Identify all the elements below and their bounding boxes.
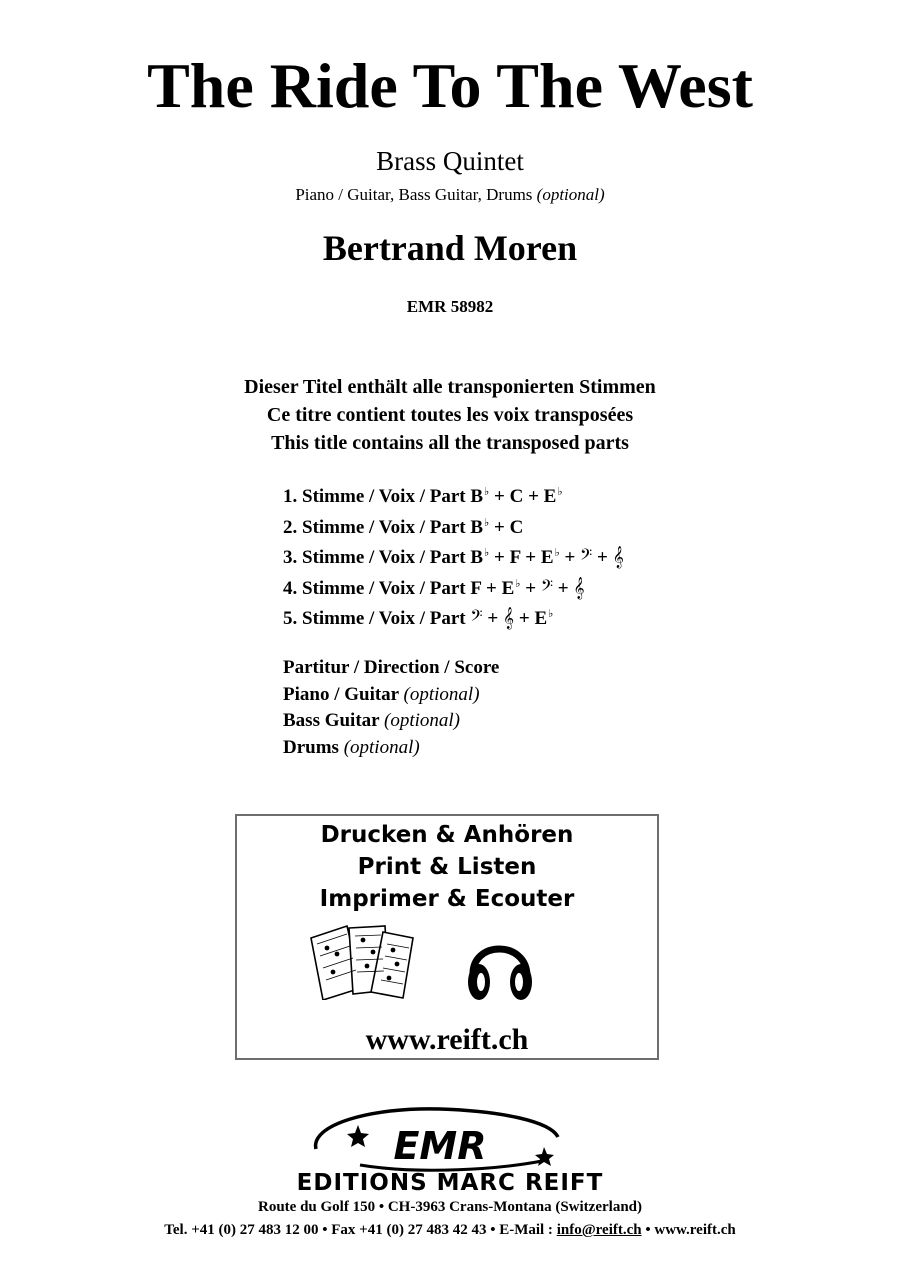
transposed-note — [0, 373, 900, 457]
bass-clef-icon: 𝄢 — [540, 577, 554, 599]
flat-sign: ♭ — [484, 516, 490, 529]
treble-clef-icon: 𝄞 — [612, 547, 624, 568]
part-4 — [283, 569, 624, 600]
part-2 — [283, 508, 624, 539]
extra-piano — [283, 682, 499, 709]
flat-sign: ♭ — [557, 486, 563, 498]
key-c: C — [509, 516, 524, 538]
bass-clef-icon: 𝄢 — [580, 547, 593, 568]
catalog-number: EMR 58982 — [406, 297, 494, 316]
part-3-label: 3. Stimme / Voix / Part — [283, 547, 466, 568]
key-b: B — [470, 547, 484, 568]
instrumentation-optional: (optional) — [536, 185, 605, 204]
plus: + — [494, 547, 505, 568]
extras-list — [283, 655, 499, 761]
plus: + — [494, 516, 505, 538]
email-link[interactable]: info@reift.ch — [556, 1222, 642, 1238]
part-3 — [283, 538, 624, 569]
treble-clef-icon: 𝄞 — [573, 577, 585, 599]
part-2-label: 2. Stimme / Voix / Part — [283, 516, 466, 538]
optional-label: (optional) — [343, 736, 420, 758]
bass-clef-icon: 𝄢 — [470, 608, 483, 629]
publisher-contact — [0, 1220, 900, 1240]
key-e: E — [534, 608, 548, 629]
instrumentation — [0, 184, 900, 206]
flat-sign: ♭ — [548, 608, 554, 620]
title: The Ride To The West — [147, 50, 753, 121]
extra-bass-label: Bass Guitar — [283, 710, 380, 731]
key-b: B — [470, 516, 484, 538]
flat-sign: ♭ — [515, 577, 521, 590]
plus: + — [597, 547, 608, 568]
transposed-note-de: Dieser Titel enthält alle transponierten Stimmen — [244, 376, 656, 398]
plus: + — [487, 608, 499, 629]
plus: + — [564, 547, 576, 568]
key-e: E — [540, 547, 554, 568]
print-listen-box — [235, 814, 659, 1060]
promo-line-fr: Imprimer & Ecouter — [319, 886, 575, 912]
key-b: B — [470, 486, 484, 507]
part-1-label: 1. Stimme / Voix / Part — [283, 486, 466, 507]
key-c: C — [509, 486, 524, 507]
contact-prefix: Tel. +41 (0) 27 483 12 00 • Fax +41 (0) 27 483 42 43 • E-Mail : — [164, 1222, 557, 1238]
part-5-label: 5. Stimme / Voix / Part — [283, 608, 466, 629]
part-1 — [283, 477, 624, 508]
parts-list — [283, 477, 624, 630]
key-f: F — [509, 547, 521, 568]
flat-sign: ♭ — [484, 486, 490, 498]
flat-sign: ♭ — [554, 547, 560, 559]
transposed-note-fr: Ce titre contient toutes les voix transposées — [266, 404, 634, 426]
contact-suffix: • www.reift.ch — [641, 1222, 736, 1238]
promo-line-de: Drucken & Anhören — [320, 822, 574, 848]
publisher-name: EDITIONS MARC REIFT — [296, 1170, 604, 1196]
sheet-music-icon — [309, 924, 425, 1000]
flat-sign: ♭ — [484, 547, 490, 559]
transposed-note-en: This title contains all the transposed parts — [271, 432, 629, 454]
optional-label: (optional) — [384, 710, 461, 731]
key-f: F — [470, 577, 482, 599]
emr-logo-text: EMR — [393, 1124, 487, 1168]
extra-bass — [283, 708, 499, 735]
plus: + — [525, 547, 537, 568]
subtitle: Brass Quintet — [376, 146, 524, 176]
part-4-label: 4. Stimme / Voix / Part — [283, 577, 466, 599]
treble-clef-icon: 𝄞 — [502, 608, 515, 629]
plus: + — [494, 486, 505, 507]
composer: Bertrand Moren — [322, 228, 578, 268]
part-5 — [283, 599, 624, 630]
optional-label: (optional) — [403, 683, 480, 705]
key-e: E — [501, 577, 515, 599]
plus: + — [525, 577, 537, 599]
extra-drums-label: Drums — [283, 736, 339, 758]
instrumentation-text: Piano / Guitar, Bass Guitar, Drums — [295, 185, 533, 204]
extra-score: Partitur / Direction / Score — [283, 657, 500, 678]
plus: + — [486, 577, 497, 599]
extra-piano-label: Piano / Guitar — [283, 683, 399, 705]
publisher-address: Route du Golf 150 • CH-3963 Crans-Montana (Switzerland) — [258, 1199, 642, 1215]
website-link[interactable]: www.reift.ch — [365, 1023, 529, 1056]
plus: + — [528, 486, 539, 507]
promo-line-en: Print & Listen — [357, 854, 537, 880]
plus: + — [518, 608, 530, 629]
extra-drums — [283, 735, 499, 762]
headphones-icon — [465, 926, 535, 1006]
key-e: E — [543, 486, 557, 507]
plus: + — [557, 577, 569, 599]
